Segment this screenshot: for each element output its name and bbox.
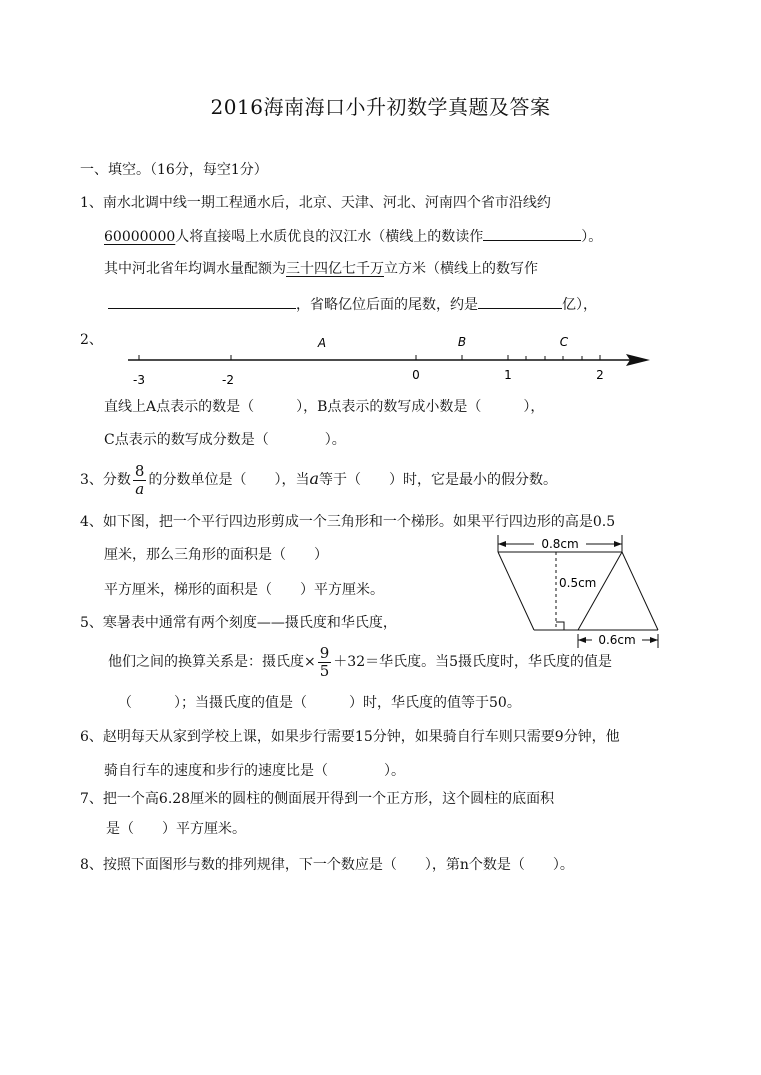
q3-suffix: 等于（ ）时，它是最小的假分数。 <box>319 472 558 488</box>
q1-amount: 三十四亿七千万 <box>286 261 384 277</box>
q5-line2-post: ＋32＝华氏度。当5摄氏度时，华氏度的值是 <box>333 654 613 670</box>
q3-frac-num: 8 <box>134 461 145 480</box>
q5-line2-pre: 他们之间的换算关系是：摄氏度× <box>108 654 316 670</box>
q2-line2: C点表示的数写成分数是（ ）。 <box>104 432 346 448</box>
q3-mid: 的分数单位是（ ），当 <box>148 472 310 488</box>
dim-label-top: 0.8cm <box>541 537 579 551</box>
tick-label: 0 <box>412 368 420 382</box>
q1-line4-mid: ，省略亿位后面的尾数，约是 <box>296 297 478 313</box>
tick-label: 1 <box>504 368 512 382</box>
page-title: 2016海南海口小升初数学真题及答案 <box>210 95 551 119</box>
q2-line1: 直线上A点表示的数是（ ），B点表示的数写成小数是（ ）， <box>104 399 545 415</box>
q5-line2 <box>108 644 612 680</box>
q1-line2-text: 人将直接喝上水质优良的汉江水（横线上的数读作 <box>175 229 484 245</box>
q1-line1: 1、南水北调中线一期工程通水后，北京、天津、河北、河南四个省市沿线约 <box>80 195 551 211</box>
q1-blank-reading <box>483 226 581 241</box>
parallelogram-figure <box>492 530 664 654</box>
q7-line2: 是（ ）平方厘米。 <box>106 821 246 837</box>
q6-line2: 骑自行车的速度和步行的速度比是（ ）。 <box>104 763 405 779</box>
arrow-right-icon <box>650 637 658 643</box>
q5-line1: 5、寒暑表中通常有两个刻度——摄氏度和华氏度， <box>80 615 397 631</box>
tick-label: 2 <box>596 368 604 382</box>
q8-line1: 8、按照下面图形与数的排列规律，下一个数应是（ ），第n个数是（ ）。 <box>80 857 574 873</box>
arrow-right-icon <box>614 541 622 547</box>
number-line-figure <box>120 326 660 390</box>
point-label-a: A <box>317 336 327 350</box>
q3-fraction <box>133 463 147 498</box>
q1-line4-end: 亿）， <box>562 297 597 313</box>
q6-line1: 6、赵明每天从家到学校上课，如果步行需要15分钟，如果骑自行车则只需要9分钟，他 <box>80 729 620 745</box>
q1-blank-write <box>108 294 296 309</box>
q1-line4 <box>108 294 597 315</box>
q4-line1: 4、如下图，把一个平行四边形剪成一个三角形和一个梯形。如果平行四边形的高是0.5 <box>80 514 616 530</box>
q1-line3 <box>104 259 538 279</box>
q3-var: a <box>309 469 320 488</box>
q1-line3-post: 立方米（横线上的数写作 <box>384 261 538 277</box>
point-label-c: C <box>559 335 569 349</box>
q3-prefix: 3、分数 <box>80 472 131 488</box>
q1-line3-pre: 其中河北省年均调水量配额为 <box>104 261 286 277</box>
tick-label: -2 <box>222 373 234 387</box>
q1-number: 60000000 <box>104 229 176 245</box>
point-label-b: B <box>457 335 467 349</box>
q7-line1: 7、把一个高6.28厘米的圆柱的侧面展开得到一个正方形，这个圆柱的底面积 <box>80 791 555 807</box>
shape-left-edge <box>498 552 534 630</box>
q5-fraction <box>318 645 332 680</box>
q3-frac-den: a <box>135 479 145 498</box>
dim-label-height: 0.5cm <box>559 576 597 590</box>
q2-number: 2、 <box>80 332 103 348</box>
q5-frac-num: 9 <box>319 643 330 662</box>
q5-frac-den: 5 <box>319 661 330 680</box>
arrow-left-icon <box>578 637 586 643</box>
q3-line <box>80 462 557 498</box>
shape-cut-line <box>578 552 622 630</box>
q4-line3: 平方厘米，梯形的面积是（ ）平方厘米。 <box>104 582 384 598</box>
q1-line2 <box>104 226 602 247</box>
section-heading: 一、填空。（16分，每空1分） <box>80 162 268 178</box>
q1-line2-end: ）。 <box>581 229 603 245</box>
right-angle-icon <box>556 622 564 630</box>
tick-label: -3 <box>133 373 145 387</box>
q1-blank-approx <box>478 294 562 309</box>
shape-right-edge <box>622 552 658 630</box>
dim-label-bottom: 0.6cm <box>598 633 636 647</box>
q5-line3: （ ）；当摄氏度的值是（ ）时，华氏度的值等于50。 <box>118 695 521 711</box>
arrow-left-icon <box>498 541 506 547</box>
q4-line2: 厘米，那么三角形的面积是（ ） <box>104 547 328 563</box>
